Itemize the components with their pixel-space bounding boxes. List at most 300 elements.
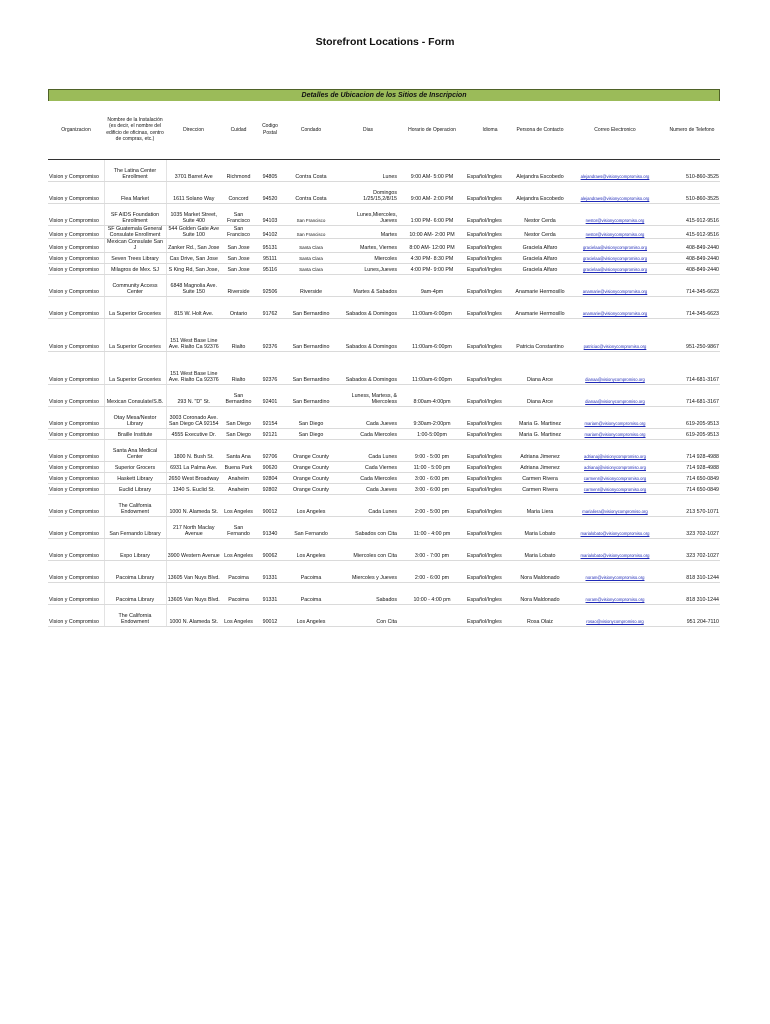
email-cell[interactable]: dianaa@visionycompromiso.org [566, 351, 664, 384]
language-cell: Español/Ingles [466, 351, 514, 384]
county-cell: Contra Costa [284, 159, 338, 181]
hours-cell: 9:00 AM- 5:00 PM [398, 159, 466, 181]
city-cell: San Francisco [221, 203, 256, 225]
facility-cell: Expo Library [104, 538, 166, 560]
facility-cell: Mexican Consulate San J [104, 239, 166, 253]
organization-cell: Vision y Compromiso [48, 483, 104, 494]
organization-cell: Vision y Compromiso [48, 406, 104, 428]
county-cell: Contra Costa [284, 181, 338, 203]
address-cell: 2650 West Broadway [166, 472, 221, 483]
organization-cell: Vision y Compromiso [48, 461, 104, 472]
contact-cell: Graciela Alfaro [514, 239, 566, 253]
contact-cell: Anamarie Hermosillo [514, 296, 566, 318]
city-cell: Los Angeles [221, 494, 256, 516]
zip-cell: 95116 [256, 263, 284, 274]
language-cell: Español/Ingles [466, 439, 514, 461]
hours-cell: 4:00 PM- 9:00 PM [398, 263, 466, 274]
phone-cell: 408-849-2440 [664, 252, 720, 263]
address-cell: 13605 Van Nuys Blvd. [166, 582, 221, 604]
organization-cell: Vision y Compromiso [48, 351, 104, 384]
days-cell: Luness, Martess, & Miercoless [338, 384, 398, 406]
organization-cell: Vision y Compromiso [48, 538, 104, 560]
facility-cell: Santa Ana Medical Center [104, 439, 166, 461]
email-cell[interactable]: patriciac@visionycompromiso.org [566, 318, 664, 351]
header-cell: Nombre de la Instalación (es decir, el nombre del edificio de oficinas, centro de compras, etc.) [104, 101, 166, 159]
email-cell[interactable]: gracielaa@visionycompromiso.org [566, 263, 664, 274]
address-cell: 217 North Maclay Avenue [166, 516, 221, 538]
header-cell: Idioma [466, 101, 514, 159]
zip-cell: 92154 [256, 406, 284, 428]
contact-cell: Diana Arce [514, 351, 566, 384]
organization-cell: Vision y Compromiso [48, 428, 104, 439]
zip-cell: 95131 [256, 239, 284, 253]
city-cell: San Diego [221, 406, 256, 428]
phone-cell: 714-681-3167 [664, 351, 720, 384]
phone-cell: 415-912-9516 [664, 225, 720, 239]
organization-cell: Vision y Compromiso [48, 296, 104, 318]
table-row [48, 296, 720, 318]
organization-cell: Vision y Compromiso [48, 252, 104, 263]
county-cell: San Francisco [284, 225, 338, 239]
county-cell: San Diego [284, 406, 338, 428]
hours-cell: 4:30 PM- 8:30 PM [398, 252, 466, 263]
organization-cell: Vision y Compromiso [48, 159, 104, 181]
county-cell: Orange County [284, 461, 338, 472]
hours-cell: 8:00am-4:00pm [398, 384, 466, 406]
hours-cell: 3:00 - 6:00 pm [398, 483, 466, 494]
hours-cell: 10:00 AM- 2:00 PM [398, 225, 466, 239]
phone-cell: 714 650-0849 [664, 472, 720, 483]
table-row [48, 274, 720, 296]
facility-cell: Braille Institute [104, 428, 166, 439]
zip-cell: 92804 [256, 472, 284, 483]
hours-cell: 3:00 - 7:00 pm [398, 538, 466, 560]
county-cell: Orange County [284, 439, 338, 461]
county-cell: San Francisco [284, 203, 338, 225]
table-row [48, 159, 720, 181]
email-cell[interactable]: marialiera@visionycompromiso.org [566, 494, 664, 516]
zip-cell: 92121 [256, 428, 284, 439]
language-cell: Español/Ingles [466, 516, 514, 538]
days-cell: Cada Lunes [338, 439, 398, 461]
hours-cell: 11:00am-6:00pm [398, 318, 466, 351]
email-cell[interactable]: carmenr@visionycompromiso.org [566, 483, 664, 494]
days-cell: Cada Lunes [338, 494, 398, 516]
facility-cell: Community Access Center [104, 274, 166, 296]
contact-cell: Patricia Constantino [514, 318, 566, 351]
table-banner: Detalles de Ubicacion de los Sitios de Inscripcion [48, 89, 720, 101]
phone-cell: 619-205-9513 [664, 428, 720, 439]
organization-cell: Vision y Compromiso [48, 263, 104, 274]
address-cell: 151 West Base Line Ave. Rialto Ca 92376 [166, 351, 221, 384]
table-row [48, 384, 720, 406]
contact-cell: Alejandra Escobedo [514, 159, 566, 181]
contact-cell: Maria Lobato [514, 516, 566, 538]
address-cell: 1340 S. Euclid St. [166, 483, 221, 494]
facility-cell: Haskett Library [104, 472, 166, 483]
city-cell: Rialto [221, 318, 256, 351]
contact-cell: Maria G. Martinez [514, 428, 566, 439]
address-cell: 1035 Market Street, Suite 400 [166, 203, 221, 225]
phone-cell: 510-860-3525 [664, 181, 720, 203]
email-cell[interactable]: mariam@visionycompromiso.org [566, 428, 664, 439]
language-cell: Español/Ingles [466, 263, 514, 274]
hours-cell: 3:00 - 6:00 pm [398, 472, 466, 483]
facility-cell: La Superior Groceries [104, 351, 166, 384]
table-row [48, 439, 720, 461]
county-cell: Santa Clara [284, 252, 338, 263]
days-cell: Miercoles y Jueves [338, 560, 398, 582]
phone-cell: 714-345-6623 [664, 296, 720, 318]
phone-cell: 510-860-3525 [664, 159, 720, 181]
days-cell: Sabados & Domingos [338, 318, 398, 351]
phone-cell: 408-849-2440 [664, 239, 720, 253]
phone-cell: 818 310-1244 [664, 560, 720, 582]
organization-cell: Vision y Compromiso [48, 203, 104, 225]
header-cell: Organizacion [48, 101, 104, 159]
city-cell: Concord [221, 181, 256, 203]
contact-cell: Graciela Alfaro [514, 252, 566, 263]
facility-cell: Pacoima Library [104, 582, 166, 604]
facility-cell: SF Guatemala General Consulate Enrollment [104, 225, 166, 239]
table-row [48, 604, 720, 626]
hours-cell: 11:00am-6:00pm [398, 351, 466, 384]
address-cell: S King Rd, San Jose, [166, 263, 221, 274]
zip-cell: 95111 [256, 252, 284, 263]
facility-cell: Mexican Consulate/S.B. [104, 384, 166, 406]
organization-cell: Vision y Compromiso [48, 560, 104, 582]
language-cell: Español/Ingles [466, 538, 514, 560]
hours-cell: 9am-4pm [398, 274, 466, 296]
header-cell: Persona de Contacto [514, 101, 566, 159]
contact-cell: Anamarie Hermosillo [514, 274, 566, 296]
hours-cell: 1:00 PM- 6:00 PM [398, 203, 466, 225]
facility-cell: San Fernando Library [104, 516, 166, 538]
email-cell[interactable]: noram@visionycompromiso.org [566, 560, 664, 582]
phone-cell: 213 570-1071 [664, 494, 720, 516]
table-row [48, 483, 720, 494]
contact-cell: Nestor Cerda [514, 203, 566, 225]
address-cell: 1800 N. Bush St. [166, 439, 221, 461]
city-cell: Santa Ana [221, 439, 256, 461]
email-cell[interactable]: anamarie@visionycompromiso.org [566, 296, 664, 318]
language-cell: Español/Ingles [466, 406, 514, 428]
days-cell: Cada Miercoles [338, 472, 398, 483]
facility-cell: Pacoima Library [104, 560, 166, 582]
email-cell[interactable]: alejandraes@visionycompromiso.org [566, 181, 664, 203]
zip-cell: 90012 [256, 494, 284, 516]
header-cell: Numero de Telefono [664, 101, 720, 159]
address-cell: 6931 La Palma Ave. [166, 461, 221, 472]
county-cell: San Diego [284, 428, 338, 439]
address-cell: Zanker Rd., San Jose [166, 239, 221, 253]
address-cell: Cas Drive, San Jose [166, 252, 221, 263]
table-row [48, 582, 720, 604]
table-row [48, 560, 720, 582]
language-cell: Español/Ingles [466, 461, 514, 472]
table-row [48, 538, 720, 560]
address-cell: 13605 Van Nuys Blvd. [166, 560, 221, 582]
contact-cell: Adriana Jimenez [514, 461, 566, 472]
table-row [48, 318, 720, 351]
email-cell[interactable]: gracielaa@visionycompromiso.org [566, 239, 664, 253]
address-cell: 4555 Executive Dr. [166, 428, 221, 439]
days-cell: Cada Miercoles [338, 428, 398, 439]
table-row [48, 181, 720, 203]
address-cell: 815 W. Holt Ave. [166, 296, 221, 318]
contact-cell: Graciela Alfaro [514, 263, 566, 274]
facility-cell: Milagros de Mex. SJ [104, 263, 166, 274]
organization-cell: Vision y Compromiso [48, 274, 104, 296]
facility-cell: Seven Trees Library [104, 252, 166, 263]
phone-cell: 714 928-4988 [664, 461, 720, 472]
address-cell: 1611 Solano Way [166, 181, 221, 203]
email-cell[interactable]: mariam@visionycompromiso.org [566, 406, 664, 428]
address-cell: 3701 Barret Ave [166, 159, 221, 181]
table-row [48, 263, 720, 274]
email-cell[interactable]: noram@visionycompromiso.org [566, 582, 664, 604]
language-cell: Español/Ingles [466, 428, 514, 439]
hours-cell: 2:00 - 5:00 pm [398, 494, 466, 516]
locations-sheet [48, 89, 720, 627]
language-cell: Español/Ingles [466, 560, 514, 582]
hours-cell: 10:00 - 4:00 pm [398, 582, 466, 604]
table-row [48, 239, 720, 253]
email-cell[interactable]: alejandraes@visionycompromiso.org [566, 159, 664, 181]
city-cell: Los Angeles [221, 538, 256, 560]
city-cell: Riverside [221, 274, 256, 296]
table-row [48, 203, 720, 225]
facility-cell: Euclid Library [104, 483, 166, 494]
county-cell: Los Angeles [284, 494, 338, 516]
email-cell[interactable]: adrianaj@visionycompromiso.org [566, 439, 664, 461]
zip-cell: 92376 [256, 351, 284, 384]
header-cell: Dias [338, 101, 398, 159]
header-cell: Codigo Postal [256, 101, 284, 159]
zip-cell: 91331 [256, 582, 284, 604]
table-row [48, 472, 720, 483]
contact-cell: Diana Arce [514, 384, 566, 406]
zip-cell: 90620 [256, 461, 284, 472]
days-cell: Cada Viernes [338, 461, 398, 472]
days-cell: Sabados [338, 582, 398, 604]
city-cell: Pacoima [221, 582, 256, 604]
page-title: Storefront Locations - Form [315, 36, 455, 48]
hours-cell: 8:00 AM- 12:00 PM [398, 239, 466, 253]
organization-cell: Vision y Compromiso [48, 318, 104, 351]
table-row [48, 225, 720, 239]
city-cell: San Jose [221, 239, 256, 253]
county-cell: San Bernardino [284, 296, 338, 318]
language-cell: Español/Ingles [466, 472, 514, 483]
facility-cell: SF AIDS Foundation Enrollment [104, 203, 166, 225]
facility-cell: The California Endowment [104, 604, 166, 626]
zip-cell: 91331 [256, 560, 284, 582]
table-row [48, 406, 720, 428]
county-cell: Pacoima [284, 560, 338, 582]
email-cell[interactable]: carmenr@visionycompromiso.org [566, 472, 664, 483]
city-cell: Richmond [221, 159, 256, 181]
days-cell: Lunes [338, 159, 398, 181]
days-cell: Con Cita [338, 604, 398, 626]
address-cell: 1000 N. Alameda St. [166, 494, 221, 516]
email-cell[interactable]: marialobato@visionycompromiso.org [566, 538, 664, 560]
table-row [48, 494, 720, 516]
county-cell: San Bernardino [284, 318, 338, 351]
hours-cell: 2:00 - 6:00 pm [398, 560, 466, 582]
organization-cell: Vision y Compromiso [48, 516, 104, 538]
days-cell: Cada Jueves [338, 483, 398, 494]
city-cell: San Jose [221, 252, 256, 263]
facility-cell: The Latina Center Enrollment [104, 159, 166, 181]
zip-cell: 92401 [256, 384, 284, 406]
city-cell: San Fernando [221, 516, 256, 538]
organization-cell: Vision y Compromiso [48, 494, 104, 516]
language-cell: Español/Ingles [466, 494, 514, 516]
hours-cell: 9:00 AM- 2:00 PM [398, 181, 466, 203]
email-cell[interactable]: adrianaj@visionycompromiso.org [566, 461, 664, 472]
language-cell: Español/Ingles [466, 203, 514, 225]
phone-cell: 323 702-1027 [664, 516, 720, 538]
header-cell: Horario de Operacion [398, 101, 466, 159]
county-cell: San Fernando [284, 516, 338, 538]
county-cell: Riverside [284, 274, 338, 296]
hours-cell: 9:00 - 5:00 pm [398, 439, 466, 461]
table-body [48, 159, 720, 626]
county-cell: Orange County [284, 483, 338, 494]
facility-cell: The California Endowment [104, 494, 166, 516]
zip-cell: 91340 [256, 516, 284, 538]
zip-cell: 92706 [256, 439, 284, 461]
contact-cell: Nora Maldonado [514, 560, 566, 582]
contact-cell: Carmen Rivera [514, 483, 566, 494]
zip-cell: 90062 [256, 538, 284, 560]
facility-cell: Flea Market [104, 181, 166, 203]
city-cell: Pacoima [221, 560, 256, 582]
organization-cell: Vision y Compromiso [48, 472, 104, 483]
email-cell[interactable]: marialobato@visionycompromiso.org [566, 516, 664, 538]
city-cell: San Diego [221, 428, 256, 439]
phone-cell: 619-205-9513 [664, 406, 720, 428]
address-cell: 3900 Western Avenue [166, 538, 221, 560]
email-cell[interactable]: gracielaa@visionycompromiso.org [566, 252, 664, 263]
phone-cell: 951-250-9867 [664, 318, 720, 351]
email-cell[interactable]: nestor@visionycompromiso.org [566, 203, 664, 225]
county-cell: Orange County [284, 472, 338, 483]
zip-cell: 94520 [256, 181, 284, 203]
phone-cell: 714-681-3167 [664, 384, 720, 406]
language-cell: Español/Ingles [466, 582, 514, 604]
organization-cell: Vision y Compromiso [48, 604, 104, 626]
contact-cell: Adriana Jimenez [514, 439, 566, 461]
phone-cell: 714-345-6623 [664, 274, 720, 296]
address-cell: 293 N. "D" St. [166, 384, 221, 406]
table-row [48, 461, 720, 472]
county-cell: Santa Clara [284, 239, 338, 253]
phone-cell: 714 928-4988 [664, 439, 720, 461]
email-cell[interactable]: nestor@visionycompromiso.org [566, 225, 664, 239]
zip-cell: 94102 [256, 225, 284, 239]
email-cell[interactable]: anamarie@visionycompromiso.org [566, 274, 664, 296]
days-cell: Sabados & Domingos [338, 296, 398, 318]
days-cell: Sabados con Cita [338, 516, 398, 538]
hours-cell: 11:00am-6:00pm [398, 296, 466, 318]
county-cell: Santa Clara [284, 263, 338, 274]
locations-table [48, 101, 720, 627]
county-cell: Pacoima [284, 582, 338, 604]
city-cell: Los Angeles [221, 604, 256, 626]
zip-cell: 91762 [256, 296, 284, 318]
days-cell: Lunes,Miercoles, Jueves [338, 203, 398, 225]
days-cell: Martes, Viernes [338, 239, 398, 253]
language-cell: Español/Ingles [466, 159, 514, 181]
language-cell: Español/Ingles [466, 252, 514, 263]
phone-cell: 323 702-1027 [664, 538, 720, 560]
contact-cell: Alejandra Escobedo [514, 181, 566, 203]
header-cell: Direccion [166, 101, 221, 159]
city-cell: Ontario [221, 296, 256, 318]
facility-cell: Superior Grocers [104, 461, 166, 472]
language-cell: Español/Ingles [466, 604, 514, 626]
facility-cell: Otay Mesa/Nestor Library [104, 406, 166, 428]
language-cell: Español/Ingles [466, 239, 514, 253]
contact-cell: Maria Liera [514, 494, 566, 516]
county-cell: Los Angeles [284, 604, 338, 626]
days-cell: Miercoles con Cita [338, 538, 398, 560]
city-cell: Buena Park [221, 461, 256, 472]
header-cell: Correo Electronico [566, 101, 664, 159]
language-cell: Español/Ingles [466, 274, 514, 296]
zip-cell: 90012 [256, 604, 284, 626]
address-cell: 544 Golden Gate Ave Suite 100 [166, 225, 221, 239]
language-cell: Español/Ingles [466, 384, 514, 406]
email-cell[interactable]: dianaa@visionycompromiso.org [566, 384, 664, 406]
hours-cell: 1:00-5:00pm [398, 428, 466, 439]
organization-cell: Vision y Compromiso [48, 225, 104, 239]
facility-cell: La Superior Groceries [104, 296, 166, 318]
table-row [48, 252, 720, 263]
phone-cell: 408-849-2440 [664, 263, 720, 274]
header-row [48, 101, 720, 159]
address-cell: 3003 Coronado Ave. San Diego CA 92154 [166, 406, 221, 428]
zip-cell: 94103 [256, 203, 284, 225]
phone-cell: 951 204-7110 [664, 604, 720, 626]
table-row [48, 351, 720, 384]
city-cell: Rialto [221, 351, 256, 384]
language-cell: Español/Ingles [466, 296, 514, 318]
facility-cell: La Superior Groceries [104, 318, 166, 351]
organization-cell: Vision y Compromiso [48, 439, 104, 461]
organization-cell: Vision y Compromiso [48, 181, 104, 203]
city-cell: San Jose [221, 263, 256, 274]
email-cell[interactable]: rosao@visionycompromiso.org [566, 604, 664, 626]
city-cell: Anaheim [221, 472, 256, 483]
contact-cell: Carmen Rivera [514, 472, 566, 483]
contact-cell: Rosa Olaiz [514, 604, 566, 626]
organization-cell: Vision y Compromiso [48, 239, 104, 253]
language-cell: Español/Ingles [466, 318, 514, 351]
county-cell: San Bernardino [284, 351, 338, 384]
hours-cell: 11:00 - 5:00 pm [398, 461, 466, 472]
hours-cell: 9:30am-2:00pm [398, 406, 466, 428]
table-row [48, 516, 720, 538]
address-cell: 1000 N. Alameda St. [166, 604, 221, 626]
language-cell: Español/Ingles [466, 483, 514, 494]
city-cell: Anaheim [221, 483, 256, 494]
phone-cell: 818 310-1244 [664, 582, 720, 604]
address-cell: 6848 Magnolia Ave. Suite 150 [166, 274, 221, 296]
header-cell: Condado [284, 101, 338, 159]
